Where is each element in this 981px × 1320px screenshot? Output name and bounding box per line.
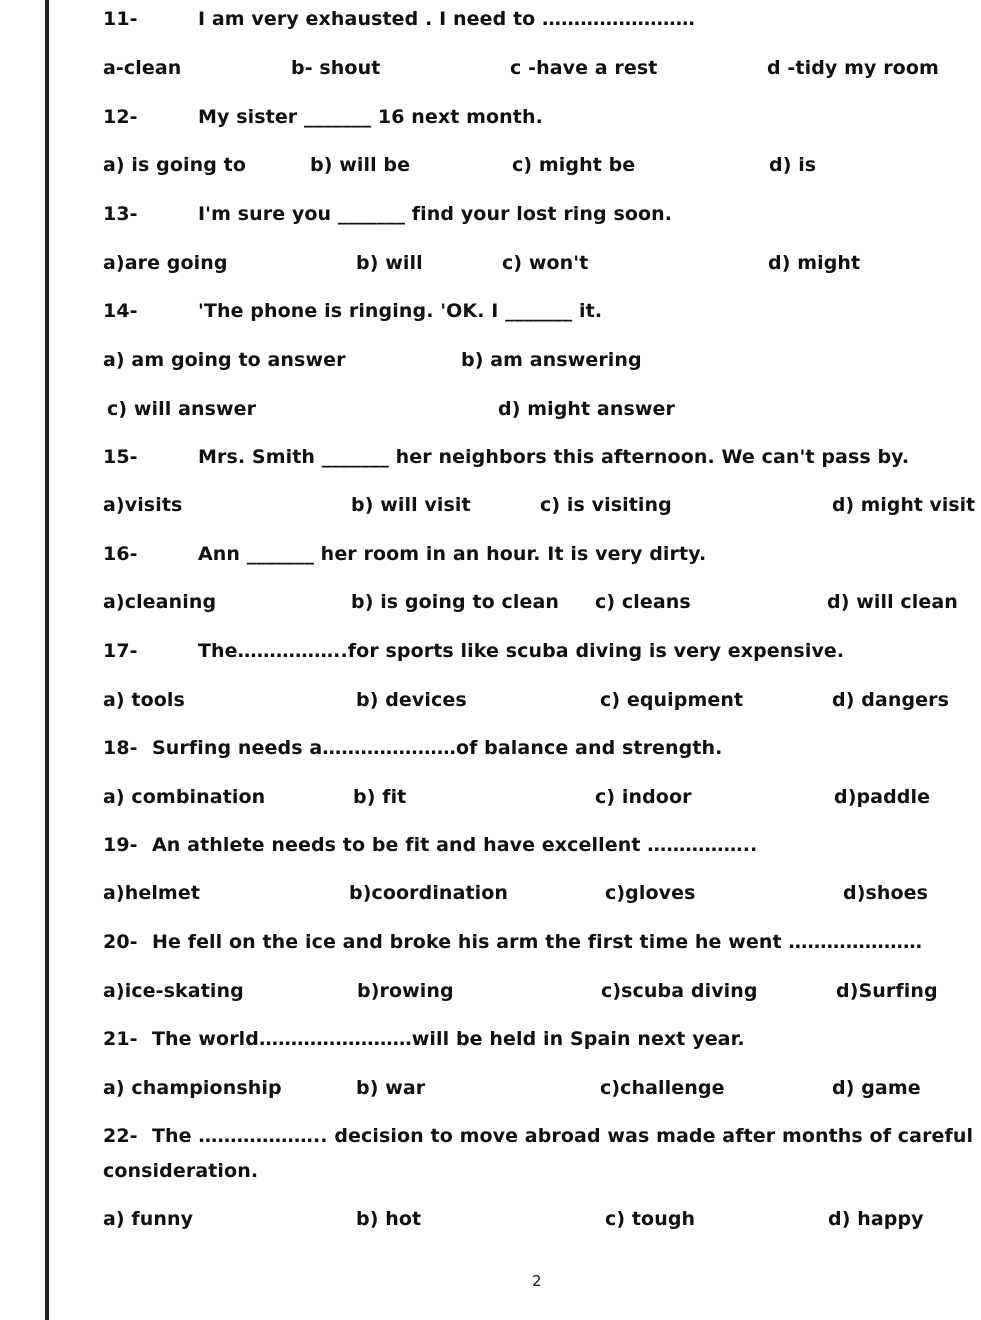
option-c[interactable]: c -have a rest	[510, 57, 658, 79]
option-d[interactable]: d) game	[832, 1077, 921, 1099]
option-d[interactable]: d -tidy my room	[767, 57, 939, 79]
question-number: 13-	[103, 203, 138, 225]
option-c[interactable]: c)gloves	[605, 882, 696, 904]
question-number: 12-	[103, 106, 138, 128]
option-a[interactable]: a) tools	[103, 689, 185, 711]
option-d[interactable]: d) will clean	[827, 591, 958, 613]
page-border	[45, 0, 49, 1320]
option-c[interactable]: c) won't	[502, 252, 589, 274]
question-stem: He fell on the ice and broke his arm the first time he went …………………	[152, 931, 923, 953]
option-a[interactable]: a)cleaning	[103, 591, 217, 613]
option-c[interactable]: c)scuba diving	[601, 980, 758, 1002]
question-stem: Surfing needs a…………………of balance and strength.	[152, 737, 723, 759]
option-b[interactable]: b) fit	[353, 786, 407, 808]
question-stem: The ……………….. decision to move abroad was made after months of careful	[152, 1125, 974, 1147]
option-b[interactable]: b- shout	[291, 57, 381, 79]
option-d[interactable]: d) might answer	[498, 398, 675, 420]
option-c[interactable]: c) cleans	[595, 591, 691, 613]
question-number: 18-	[103, 737, 138, 759]
page-number: 2	[532, 1272, 542, 1290]
question-number: 17-	[103, 640, 138, 662]
option-d[interactable]: d) dangers	[832, 689, 950, 711]
question-stem: 'The phone is ringing. 'OK. I _______ it.	[198, 300, 603, 322]
option-a[interactable]: a)visits	[103, 494, 183, 516]
question-stem: An athlete needs to be fit and have excellent ……………..	[152, 834, 758, 856]
question-number: 20-	[103, 931, 138, 953]
option-a[interactable]: a-clean	[103, 57, 182, 79]
option-c[interactable]: c) tough	[605, 1208, 696, 1230]
question-stem: Mrs. Smith _______ her neighbors this afternoon. We can't pass by.	[198, 446, 910, 468]
question-number: 22-	[103, 1125, 138, 1147]
option-d[interactable]: d)shoes	[843, 882, 929, 904]
question-number: 11-	[103, 8, 138, 30]
option-d[interactable]: d) might	[768, 252, 861, 274]
question-number: 15-	[103, 446, 138, 468]
question-stem-continued: consideration.	[103, 1160, 259, 1182]
option-d[interactable]: d) is	[769, 154, 817, 176]
option-b[interactable]: b) will	[356, 252, 423, 274]
option-a[interactable]: a)are going	[103, 252, 228, 274]
option-d[interactable]: d)Surfing	[836, 980, 938, 1002]
option-a[interactable]: a)ice-skating	[103, 980, 244, 1002]
option-b[interactable]: b)coordination	[349, 882, 509, 904]
option-a[interactable]: a) funny	[103, 1208, 194, 1230]
option-b[interactable]: b) hot	[356, 1208, 422, 1230]
option-b[interactable]: b) am answering	[461, 349, 642, 371]
option-a[interactable]: a) am going to answer	[103, 349, 346, 371]
option-a[interactable]: a) championship	[103, 1077, 282, 1099]
option-b[interactable]: b) war	[356, 1077, 426, 1099]
option-c[interactable]: c)challenge	[600, 1077, 725, 1099]
option-b[interactable]: b) will visit	[351, 494, 471, 516]
option-b[interactable]: b) will be	[310, 154, 411, 176]
question-number: 19-	[103, 834, 138, 856]
option-d[interactable]: d)paddle	[834, 786, 931, 808]
option-d[interactable]: d) might visit	[832, 494, 976, 516]
question-stem: My sister _______ 16 next month.	[198, 106, 543, 128]
option-b[interactable]: b) is going to clean	[351, 591, 560, 613]
option-a[interactable]: a)helmet	[103, 882, 200, 904]
question-stem: The……………..for sports like scuba diving is very expensive.	[198, 640, 845, 662]
question-number: 21-	[103, 1028, 138, 1050]
question-stem: Ann _______ her room in an hour. It is very dirty.	[198, 543, 707, 565]
option-c[interactable]: c) might be	[512, 154, 636, 176]
option-a[interactable]: a) is going to	[103, 154, 246, 176]
option-c[interactable]: c) equipment	[600, 689, 744, 711]
question-number: 16-	[103, 543, 138, 565]
question-stem: I am very exhausted . I need to ……………………	[198, 8, 695, 30]
option-b[interactable]: b)rowing	[357, 980, 454, 1002]
option-d[interactable]: d) happy	[828, 1208, 924, 1230]
option-c[interactable]: c) is visiting	[540, 494, 672, 516]
option-c[interactable]: c) will answer	[107, 398, 257, 420]
question-number: 14-	[103, 300, 138, 322]
option-c[interactable]: c) indoor	[595, 786, 692, 808]
question-stem: The world……………………will be held in Spain next year.	[152, 1028, 745, 1050]
option-a[interactable]: a) combination	[103, 786, 266, 808]
question-stem: I'm sure you _______ find your lost ring soon.	[198, 203, 673, 225]
option-b[interactable]: b) devices	[356, 689, 467, 711]
